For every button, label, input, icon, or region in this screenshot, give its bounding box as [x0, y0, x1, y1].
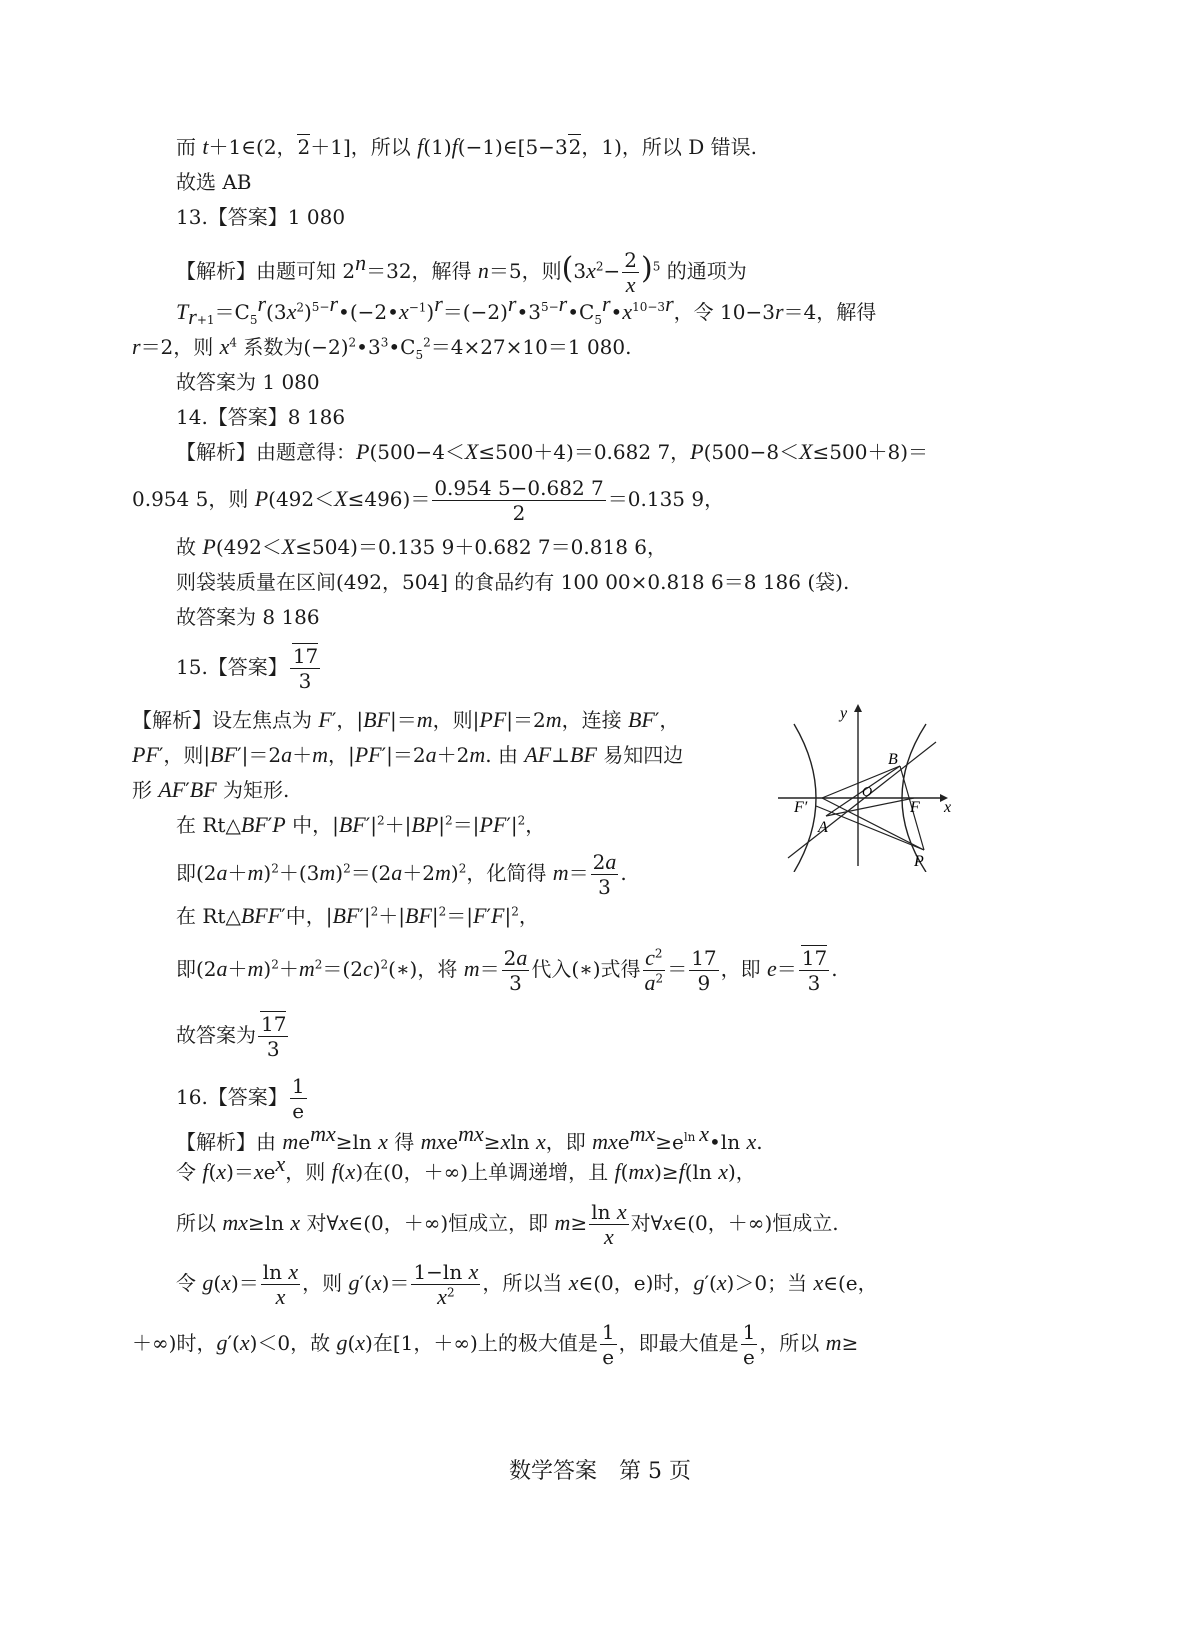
- answer-heading-16: 16.【答案】 $\frac{1}{e}$: [176, 1074, 305, 1123]
- text-line: 形 AF′BF 为矩形.: [132, 777, 290, 802]
- text-line: 所以 mx≥ln x 对∀x∈(0，＋∞)恒成立，即 m≥ $\frac{\text{ln x}}{x}$ 对∀x∈(0，＋∞)恒成立.: [176, 1199, 839, 1249]
- text-line: 故答案为 1 080: [176, 370, 320, 394]
- text-line: 即$(2a+m)^2+(3m)^2=(2a+2m)^2$，化简得 m＝ $\frac{2a}{3}$ .: [176, 849, 627, 899]
- text-line: 在 Rt△BF′P 中，$|BF'|^2+|BP|^2=|PF'|^2$，: [176, 812, 546, 837]
- label-f: F: [910, 799, 920, 816]
- text-line: 故 P(492＜X≤504)＝0.135 9＋0.682 7＝0.818 6，: [176, 534, 667, 559]
- text-line: 0.954 5，则 P(492＜X≤496)＝ $\frac{0.954 5-0.682 7}{2}$ ＝0.135 9，: [132, 476, 725, 525]
- segment-f1-b: [822, 766, 900, 798]
- text-line: $T_{r+1}=C_5^r(3x^2)^{5-r}•(-2•x^{-1})^r=(-2)^r•3^{5-r}•C_5^r•x^{10-3r}$，令 10−3r＝4，解得: [176, 291, 877, 329]
- line-ap: [816, 806, 924, 850]
- answer-heading-15: 15.【答案】 $\frac{17}{3}$: [176, 644, 319, 693]
- text-line: 【解析】由题可知 $2^n=32$，解得 n＝5，则($3x^2-$ $\frac{2}{x}$ )$^5$ 的通项为: [176, 248, 747, 297]
- answer-heading-14: 14.【答案】8 186: [176, 405, 346, 429]
- label-b: B: [888, 751, 898, 768]
- text-line: 【解析】由 $me^{mx}\ge\ln$ x 得 mxe$^{mx}$≥xln x，即 $mxe^{mx}\ge e^{ln x}•\ln$ x.: [176, 1121, 763, 1154]
- text-line: 【解析】由题意得：P(500−4＜X≤500＋4)＝0.682 7，P(500−8＜X≤500＋8)＝: [176, 439, 929, 464]
- text-line: 即$(2a+m)^2+m^2=(2c)^2(∗)$，将 m＝ $\frac{2a}{3}$ 代入(∗)式得 $\frac{c^2}{a^2}$ ＝ $\frac{17}{9}$ ，即 e＝ $\frac{17}{3}$ .: [176, 945, 838, 995]
- text-line: 而 t＋1∈(2，2＋1]，所以 f(1)f(−1)∈[5−32，1)，所以 D 错误.: [176, 134, 758, 159]
- label-x: x: [944, 799, 952, 816]
- label-y: y: [840, 705, 848, 722]
- text-line: 则袋装质量在区间(492，504] 的食品约有 100 00×0.818 6＝8 186 (袋).: [176, 570, 850, 594]
- text-line: PF′，则|BF′|＝2a＋m，|PF′|＝2a＋2m. 由 AF⊥BF 易知四边: [132, 742, 684, 767]
- text-line: 故答案为 8 186: [176, 605, 320, 629]
- text-line: r＝2，则 $x^4$ 系数为$(-2)^2•3^3•C_5^2=4\times 27\times 10=1$ 080.: [132, 334, 632, 362]
- hyperbola-figure: [776, 702, 976, 872]
- label-a: A: [818, 819, 828, 836]
- text-line: 【解析】设左焦点为 F′，|BF|＝m，则|PF|＝2m，连接 BF′，: [132, 707, 680, 732]
- y-axis-arrow-icon: [854, 704, 862, 712]
- text-line: 令 g(x)＝ $\frac{\text{ln x}}{x}$ ，则 g′(x)＝ $\frac{\text{1−ln x}}{x^2}$ ，所以当 x∈(0，e)时，g′(x)＞0；当 x∈(e，: [176, 1259, 878, 1309]
- text-line: 令 $f(x)=xe^x$，则 f(x)在(0，＋∞)上单调递增，且 f(mx)≥f(ln x)，: [176, 1151, 756, 1184]
- label-o: O: [862, 785, 873, 800]
- text-line: 故选 AB: [176, 170, 252, 194]
- text-line: 在 Rt△BFF′中，$|BF'|^2+|BF|^2=|F'F|^2$，: [176, 903, 539, 928]
- text-line: 故答案为 $\frac{17}{3}$: [176, 1012, 287, 1061]
- text-line: ＋∞)时，g′(x)＜0，故 g(x)在[1，＋∞)上的极大值是 $\frac{1}{e}$ ，即最大值是 $\frac{1}{e}$ ，所以 m≥: [132, 1320, 859, 1369]
- label-p: P: [914, 853, 924, 870]
- label-f-prime: F′: [794, 799, 808, 816]
- answer-heading-13: 13.【答案】1 080: [176, 205, 346, 229]
- page-footer: 数学答案 第 5 页: [509, 1459, 691, 1484]
